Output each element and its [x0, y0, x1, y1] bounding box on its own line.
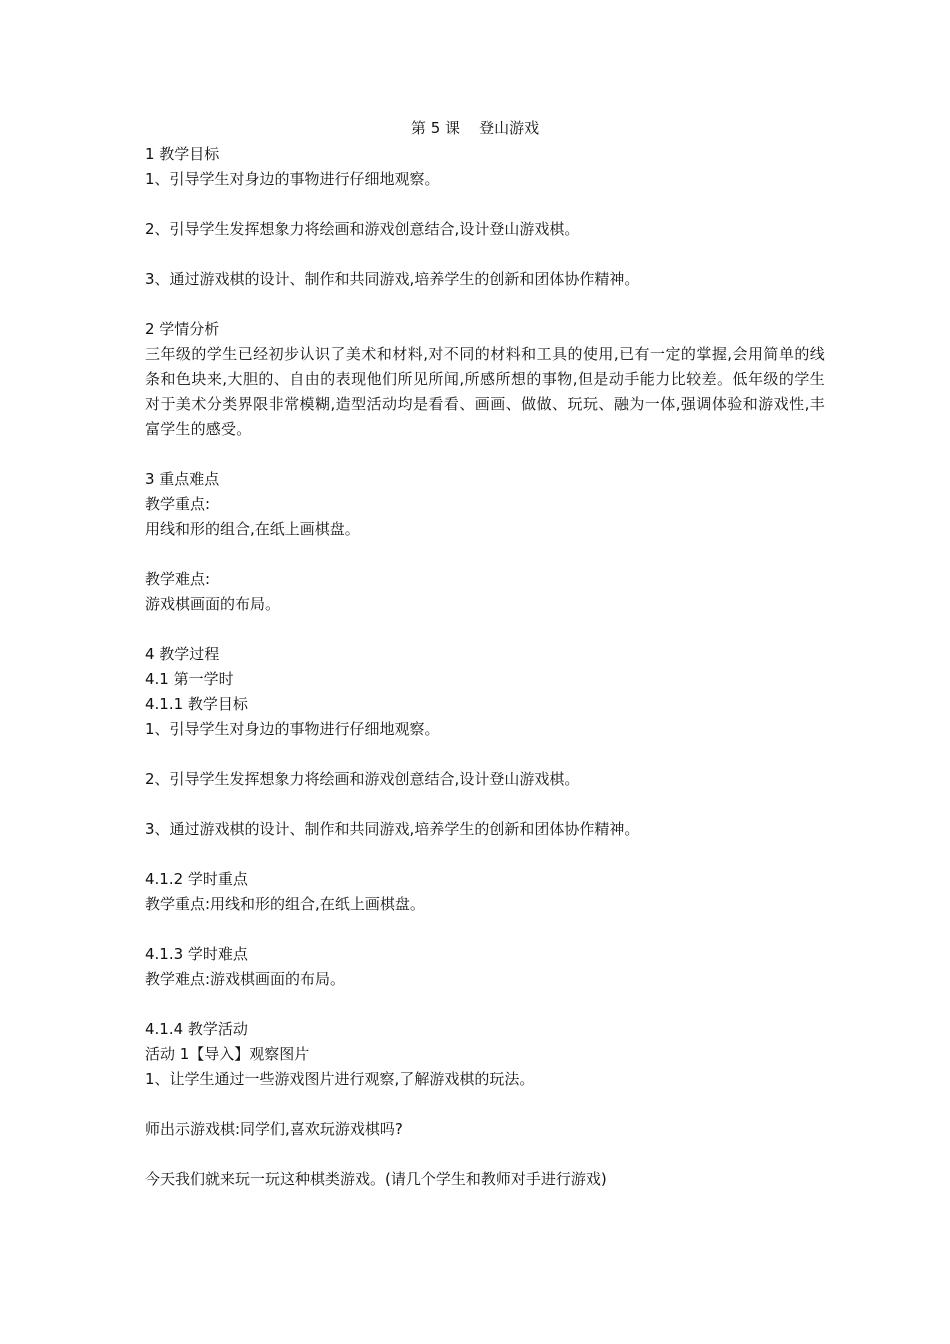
lesson-title: 第 5 课 登山游戏: [410, 119, 540, 137]
section-heading: 2 学情分析: [145, 320, 220, 338]
activity-text: 今天我们就来玩一玩这种棋类游戏。(请几个学生和教师对手进行游戏): [145, 1170, 607, 1188]
key-point-text: 用线和形的组合,在纸上画棋盘。: [145, 520, 360, 538]
activity-text: 师出示游戏棋:同学们,喜欢玩游戏棋吗?: [145, 1120, 403, 1138]
subsection-heading: 4.1.1 教学目标: [145, 695, 248, 713]
difficulty-text: 教学难点:游戏棋画面的布局。: [145, 970, 346, 988]
section-heading: 4 教学过程: [145, 645, 220, 663]
difficulty-label: 教学难点:: [145, 570, 211, 588]
key-point-text: 教学重点:用线和形的组合,在纸上画棋盘。: [145, 895, 425, 913]
difficulty-text: 游戏棋画面的布局。: [145, 595, 281, 613]
objective-item: 3、通过游戏棋的设计、制作和共同游戏,培养学生的创新和团体协作精神。: [145, 270, 640, 288]
section-heading: 3 重点难点: [145, 470, 220, 488]
objective-item: 1、引导学生对身边的事物进行仔细地观察。: [145, 170, 440, 188]
activity-title: 活动 1【导入】观察图片: [145, 1045, 310, 1063]
objective-item: 3、通过游戏棋的设计、制作和共同游戏,培养学生的创新和团体协作精神。: [145, 820, 640, 838]
analysis-paragraph: 三年级的学生已经初步认识了美术和材料,对不同的材料和工具的使用,已有一定的掌握,会用简单的线条和色块来,大胆的、自由的表现他们所见所闻,所感所想的事物,但是动手能力比较差。低年级的学生对于美术分类界限非常模糊,造型活动均是看看、画画、做做、玩玩、融为一体,强调体验和游戏性,丰富学生的感受。: [145, 345, 825, 438]
subsection-heading: 4.1.3 学时难点: [145, 945, 248, 963]
subsection-heading: 4.1.4 教学活动: [145, 1020, 248, 1038]
objective-item: 2、引导学生发挥想象力将绘画和游戏创意结合,设计登山游戏棋。: [145, 220, 580, 238]
document-body: [145, 142, 825, 1192]
key-point-label: 教学重点:: [145, 495, 211, 513]
section-heading: 1 教学目标: [145, 145, 220, 163]
subsection-heading: 4.1 第一学时: [145, 670, 234, 688]
subsection-heading: 4.1.2 学时重点: [145, 870, 248, 888]
objective-item: 2、引导学生发挥想象力将绘画和游戏创意结合,设计登山游戏棋。: [145, 770, 580, 788]
activity-item: 1、让学生通过一些游戏图片进行观察,了解游戏棋的玩法。: [145, 1070, 535, 1088]
objective-item: 1、引导学生对身边的事物进行仔细地观察。: [145, 720, 440, 738]
